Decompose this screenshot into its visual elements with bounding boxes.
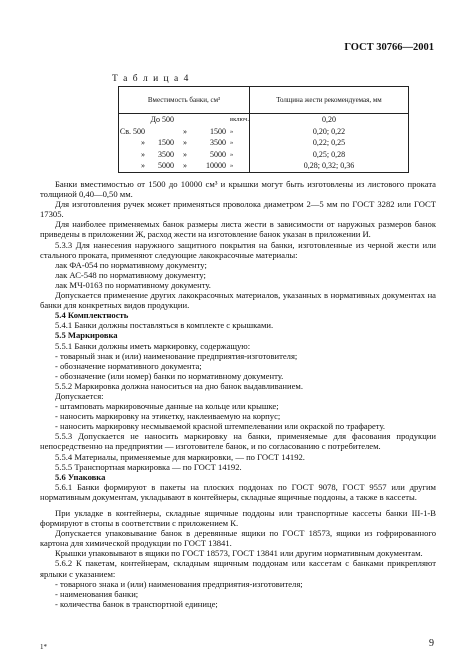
paragraph: лак АС-548 по нормативному документу;: [55, 269, 206, 280]
paragraph: лак МЧ-0163 по нормативному документу.: [55, 279, 211, 290]
volume-cell: [119, 160, 250, 172]
table-row: [119, 149, 409, 161]
paragraph: Для наиболее применяемых банок размеры листа жести в зависимости от наружных размеров банок приведены в приложении Ж, расход жести на изготовление банок указан в приложении И.: [40, 219, 436, 240]
table-4: [118, 86, 409, 173]
paragraph: Банки вместимостью от 1500 до 10000 см³ и крышки могут быть изготовлены из листового проката толщиной 0,40—0,50 мм.: [40, 179, 436, 200]
volume-mid: [174, 114, 196, 126]
footer-mark: 1*: [40, 643, 47, 651]
volume-mid: »: [183, 149, 187, 159]
thickness-cell: 0,22; 0,25: [249, 137, 408, 149]
volume-a: 3500: [158, 149, 174, 159]
volume-b: [196, 114, 226, 126]
volume-a: [148, 126, 174, 138]
paragraph: 5.5.1 Банки должны иметь маркировку, содержащую:: [55, 340, 251, 351]
section-heading: 5.4 Комплектность: [55, 310, 129, 321]
table-row: [119, 160, 409, 172]
paragraph: - наносить маркировку несмываемой красной штемпелевании или окраской по трафарету.: [55, 421, 386, 432]
paragraph: лак ФА-054 по нормативному документу;: [55, 259, 207, 270]
volume-post: »: [230, 150, 234, 158]
volume-cell: [119, 137, 250, 149]
paragraph: - количества банок в транспортной единице;: [55, 598, 218, 609]
paragraph: 5.6.1 Банки формируют в пакеты на плоских поддонах по ГОСТ 9078, ГОСТ 9557 или другим нормативным документам, укладывают в контейнеры, складные ящичные поддоны, а также в кассеты.: [40, 481, 436, 502]
volume-post: »: [230, 139, 234, 146]
thickness-cell: 0,25; 0,28: [249, 149, 408, 161]
volume-post: »: [230, 127, 234, 135]
thickness-cell: 0,28; 0,32; 0,36: [249, 160, 408, 172]
paragraph: При укладке в контейнеры, складные ящичные поддоны или транспортные кассеты банки III-1-В формируют в стопы в соответствии с приложением К.: [40, 508, 436, 529]
volume-b: 1500: [210, 126, 226, 136]
paragraph: - штамповать маркировочные данные на кольце или крышке;: [55, 401, 279, 412]
paragraph: - товарный знак и (или) наименование предприятия-изготовителя;: [55, 350, 298, 361]
paragraph: Допускается применение других лакокрасочных материалов, указанных в нормативных документах на банки для конкретных видов продукции.: [40, 290, 436, 311]
volume-b: 10000: [206, 161, 226, 170]
table-row: [119, 137, 409, 149]
volume-post: »: [230, 162, 234, 169]
volume-cell: [119, 114, 250, 126]
section-heading: 5.5 Маркировка: [55, 330, 118, 341]
table-row: [119, 126, 409, 138]
document-body: [40, 179, 436, 609]
volume-pre: Св. 500: [119, 126, 145, 136]
thickness-cell: 0,20: [249, 114, 408, 126]
paragraph: Допускается упаковывание банок в деревянные ящики по ГОСТ 18573, ящики из гофрированного картона для химической продукции по ГОСТ 13841.: [40, 528, 436, 549]
volume-pre: »: [141, 161, 145, 170]
volume-mid: »: [183, 138, 187, 147]
paragraph: 5.5.5 Транспортная маркировка — по ГОСТ 14192.: [55, 461, 242, 472]
table-header-thickness: Толщина жести рекомендуемая, мм: [249, 87, 408, 114]
volume-a: 5000: [158, 161, 174, 170]
paragraph: 5.5.2 Маркировка должна наноситься на дно банок выдавливанием.: [55, 380, 303, 391]
paragraph: 5.5.4 Материалы, применяемые для маркировки, — по ГОСТ 14192.: [55, 451, 305, 462]
paragraph: - наносить маркировку на этикетку, наклеиваемую на корпус;: [55, 411, 281, 422]
document-code: ГОСТ 30766—2001: [344, 42, 434, 53]
volume-mid: »: [183, 161, 187, 170]
volume-pre: [119, 114, 148, 126]
volume-a: 1500: [158, 138, 174, 147]
table-header-volume: Вместимость банки, см³: [119, 87, 250, 114]
table-row: [119, 114, 409, 126]
paragraph: - обозначение нормативного документа;: [55, 360, 202, 371]
paragraph: 5.5.3 Допускается не наносить маркировку на банки, применяемые для фасования продукции непосредственно на предприятии — изготовителе банок, и по согласованию с потребителем.: [40, 431, 436, 452]
volume-a: До 500: [150, 115, 174, 124]
paragraph: 5.3.3 Для нанесения наружного защитного покрытия на банки, изготовленные из черной жести или стального проката, применяют следующие лакокрасочные материалы:: [40, 239, 436, 260]
volume-b: 3500: [210, 138, 226, 147]
section-heading: 5.6 Упаковка: [55, 471, 106, 482]
paragraph: 5.4.1 Банки должны поставляться в комплекте с крышками.: [55, 320, 274, 331]
paragraph: Крышки упаковывают в ящики по ГОСТ 18573, ГОСТ 13841 или другим нормативным документам.: [55, 548, 423, 559]
volume-mid: »: [183, 126, 187, 136]
page-number: 9: [429, 638, 434, 649]
table-caption: Т а б л и ц а 4: [112, 74, 190, 84]
paragraph: - обозначение (или номер) банки по нормативному документу.: [55, 370, 284, 381]
paragraph: - наименования банки;: [55, 588, 139, 599]
volume-b: 5000: [210, 149, 226, 159]
volume-pre: »: [141, 149, 145, 159]
paragraph: 5.6.2 К пакетам, контейнерам, складным ящичным поддонам или кассетам с банками прикрепляют ярлыки с указанием:: [40, 558, 436, 579]
thickness-cell: 0,20; 0,22: [249, 126, 408, 138]
paragraph: Допускается:: [55, 390, 104, 401]
paragraph: Для изготовления ручек может применяться проволока диаметром 2—5 мм по ГОСТ 3282 или ГОСТ 17305.: [40, 199, 436, 220]
volume-cell: [119, 126, 250, 138]
volume-post: включ.: [230, 116, 249, 123]
volume-cell: [119, 149, 250, 161]
volume-pre: »: [141, 138, 145, 147]
paragraph: - товарного знака и (или) наименования предприятия-изготовителя;: [55, 578, 303, 589]
